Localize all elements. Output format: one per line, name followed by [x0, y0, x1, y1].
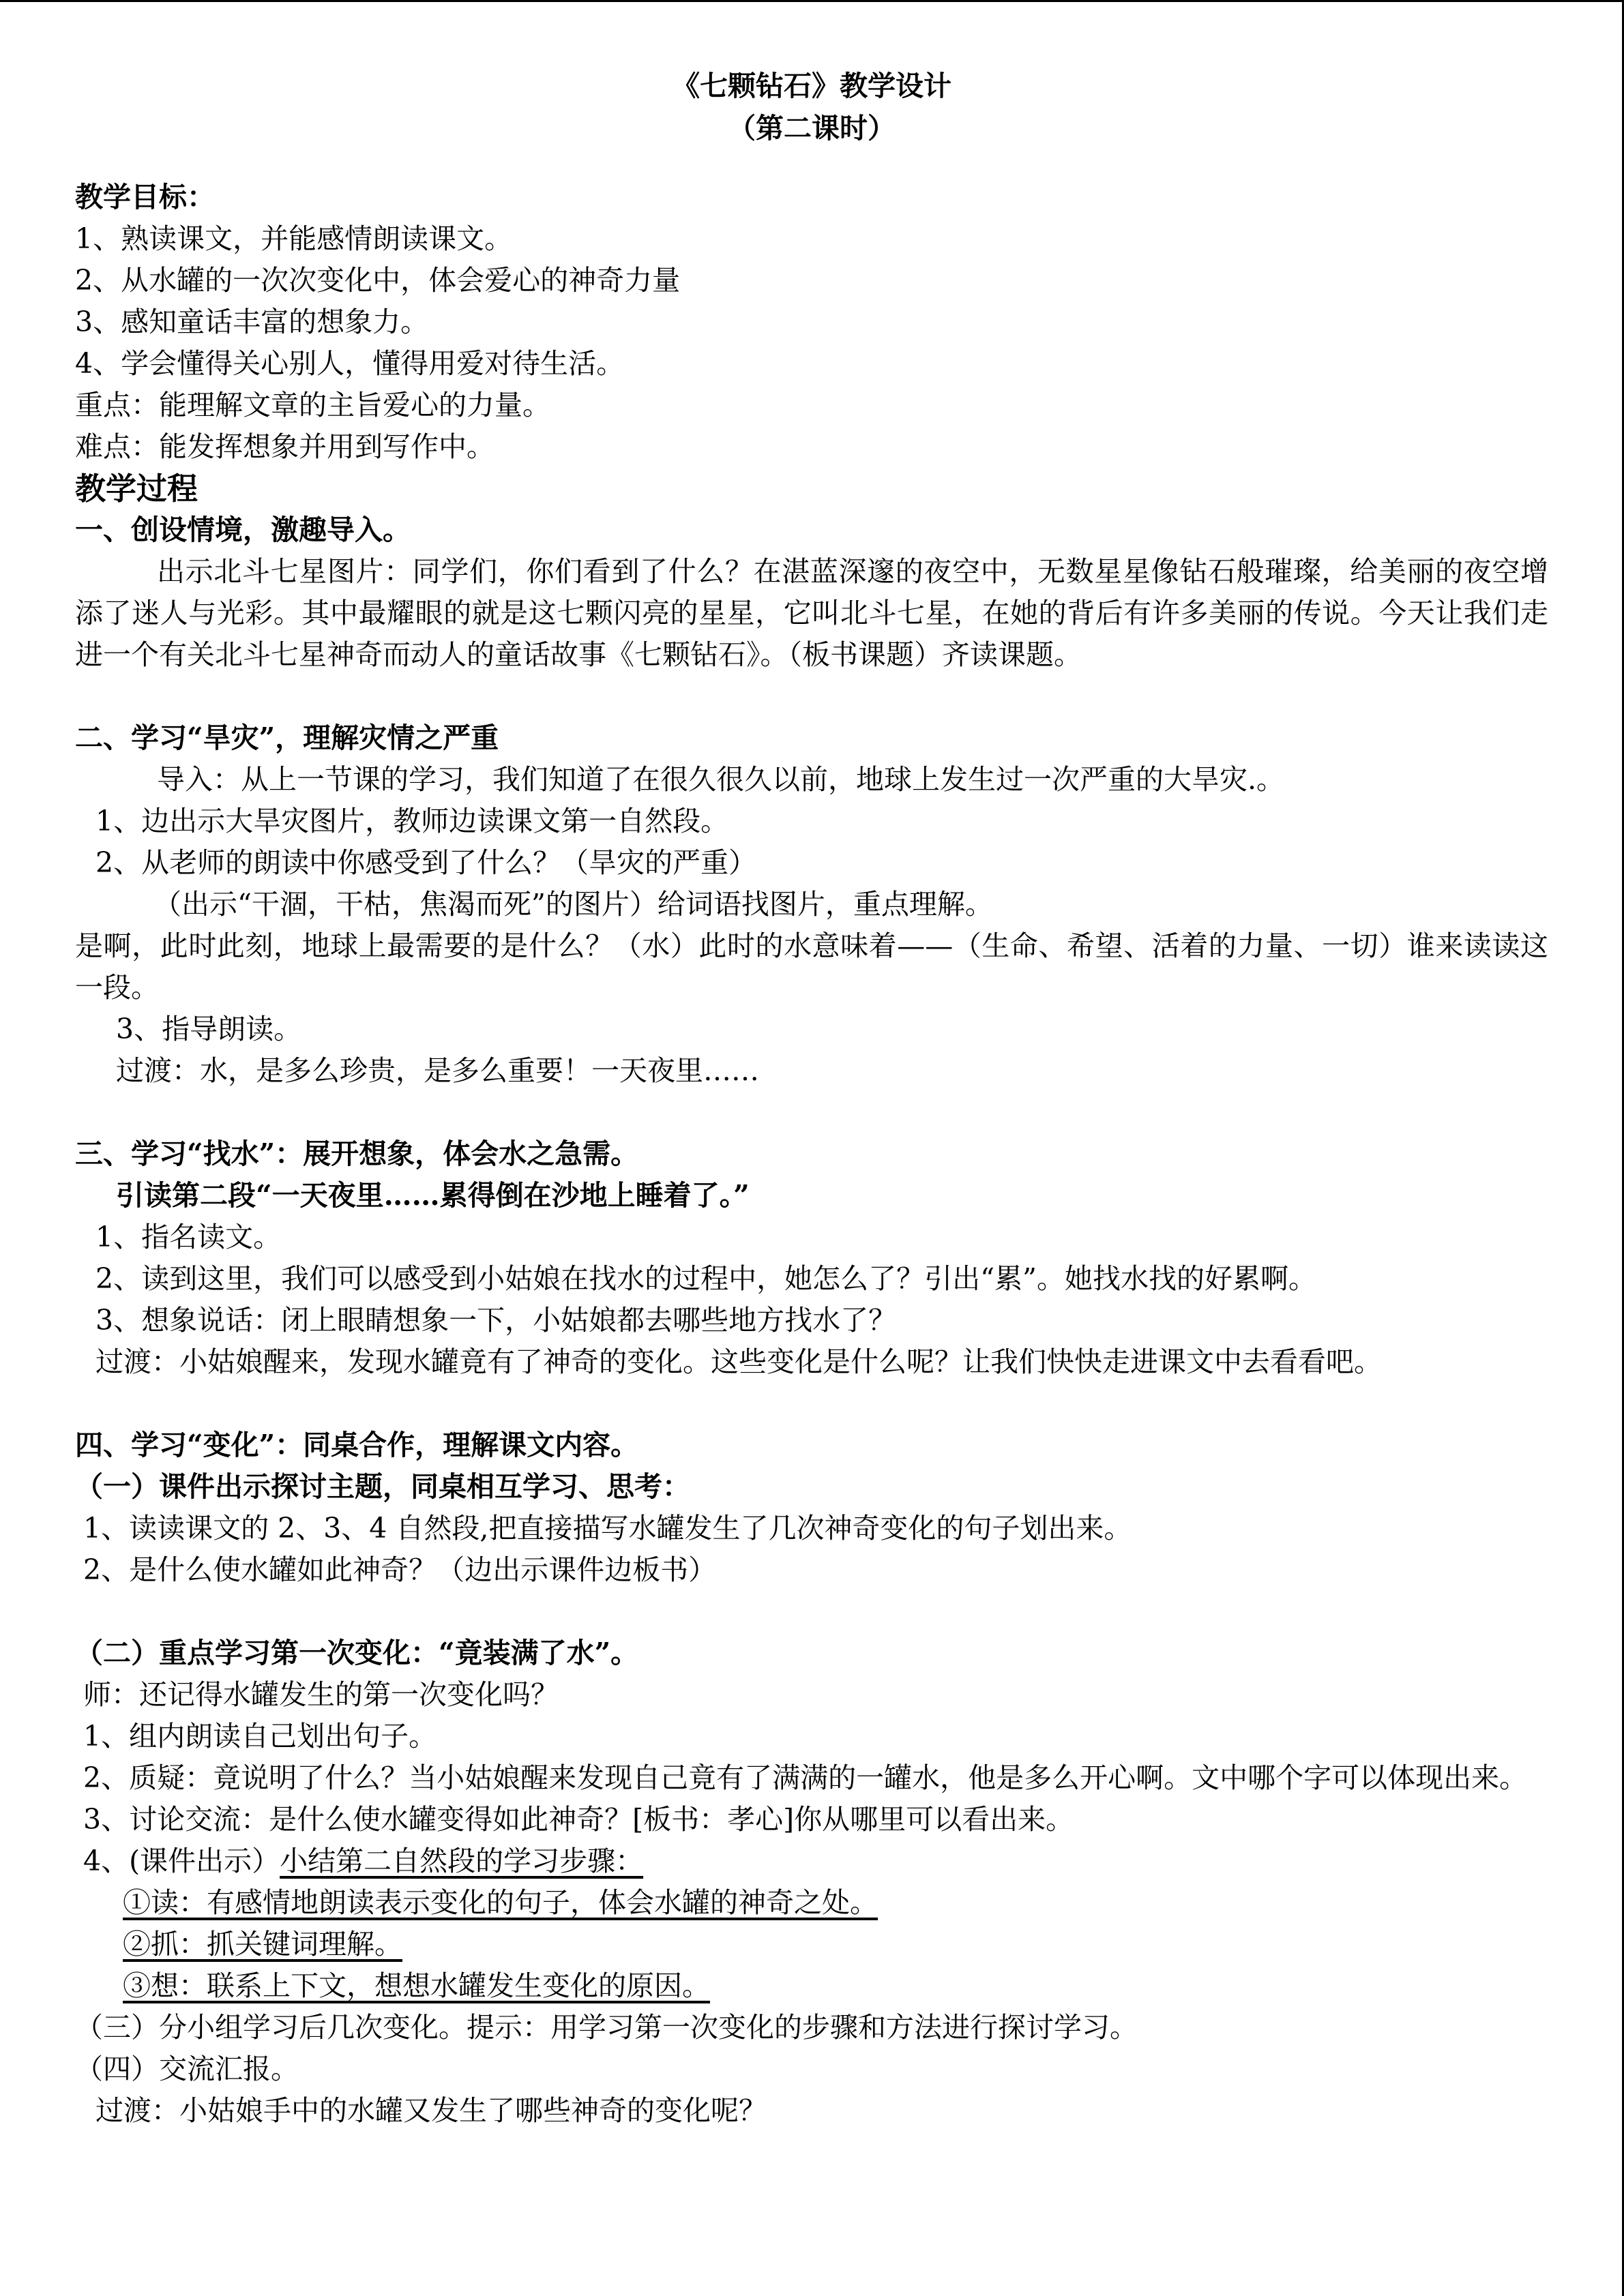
section2-item-3: 3、指导朗读。 [116, 1013, 302, 1045]
section4-heading: 四、学习“变化”：同桌合作，理解课文内容。 [75, 1429, 639, 1461]
section4-sub2-teacher: 师：还记得水罐发生的第一次变化吗？ [83, 1678, 559, 1711]
objective-item-1: 1、熟读课文，并能感情朗读课文。 [75, 222, 513, 255]
spacer [75, 1383, 1548, 1425]
section1-heading: 一、创设情境，激趣导入。 [75, 513, 411, 546]
key-point: 重点：能理解文章的主旨爱心的力量。 [75, 389, 550, 421]
section2-intro: 导入：从上一节课的学习，我们知道了在很久很久以前，地球上发生过一次严重的大旱灾.。 [157, 763, 1285, 796]
document-title: 《七颗钻石》教学设计 [672, 70, 951, 102]
section4-sub2-item-4-prefix: 4、(课件出示） [83, 1845, 280, 1877]
section3-transition: 过渡：小姑娘醒来，发现水罐竟有了神奇的变化。这些变化是什么呢？让我们快快走进课文中去看看吧。 [95, 1345, 1382, 1378]
section4-sub2-item-4-underlined: 小结第二自然段的学习步骤： [280, 1845, 644, 1877]
section4-sub2-item-1: 1、组内朗读自己划出句子。 [83, 1720, 437, 1753]
section4-transition: 过渡：小姑娘手中的水罐又发生了哪些神奇的变化呢？ [95, 2094, 767, 2127]
section4-sub2-item-3: 3、讨论交流：是什么使水罐变得如此神奇？[板书：孝心]你从哪里可以看出来。 [83, 1803, 1074, 1836]
section3-item-2: 2、读到这里，我们可以感受到小姑娘在找水的过程中，她怎么了？引出“累”。她找水找的好累啊。 [95, 1262, 1317, 1295]
learning-step-think [75, 1965, 1548, 2007]
section4-sub4: （四）交流汇报。 [75, 2053, 299, 2085]
section4-sub1-item-2: 2、是什么使水罐如此神奇？（边出示课件边板书） [83, 1553, 717, 1586]
learning-step-think-text: ③想：联系上下文，想想水罐发生变化的原因。 [123, 1969, 710, 2002]
section2-heading: 二、学习“旱灾”，理解灾情之严重 [75, 721, 499, 754]
section4-sub2-item-2: 2、质疑：竟说明了什么？当小姑娘醒来发现自己竟有了满满的一罐水，他是多么开心啊。文中哪个字可以体现出来。 [83, 1761, 1528, 1794]
learning-step-grasp-text: ②抓：抓关键词理解。 [123, 1928, 402, 1960]
spacer [75, 676, 1548, 717]
section2-transition: 过渡：水，是多么珍贵，是多么重要！一天夜里…… [116, 1054, 759, 1087]
section1-paragraph: 出示北斗七星图片：同学们，你们看到了什么？在湛蓝深邃的夜空中，无数星星像钻石般璀璨，给美丽的夜空增添了迷人与光彩。其中最耀眼的就是这七颗闪亮的星星，它叫北斗七星，在她的背后有许多美丽的传说。今天让我们走进一个有关北斗七星神奇而动人的童话故事《七颗钻石》。（板书课题）齐读课题。 [75, 555, 1548, 671]
objective-item-3: 3、感知童话丰富的想象力。 [75, 305, 429, 338]
section4-sub3: （三）分小组学习后几次变化。提示：用学习第一次变化的步骤和方法进行探讨学习。 [75, 2011, 1138, 2044]
objective-item-4: 4、学会懂得关心别人，懂得用爱对待生活。 [75, 347, 625, 380]
section4-sub2-heading: （二）重点学习第一次变化：“竟装满了水”。 [75, 1637, 639, 1669]
difficulty-point: 难点：能发挥想象并用到写作中。 [75, 430, 494, 463]
section3-item-3: 3、想象说话：闭上眼睛想象一下，小姑娘都去哪些地方找水了？ [95, 1304, 897, 1337]
learning-step-read [75, 1882, 1548, 1924]
section3-item-1: 1、指名读文。 [95, 1221, 282, 1253]
objective-item-2: 2、从水罐的一次次变化中，体会爱心的神奇力量 [75, 264, 681, 297]
section4-sub2-item-4 [75, 1840, 1548, 1882]
section3-heading: 三、学习“找水”：展开想象，体会水之急需。 [75, 1137, 639, 1170]
document-subtitle: （第二课时） [728, 112, 896, 145]
section4-sub1-item-1: 1、读读课文的 2、3、4 自然段,把直接描写水罐发生了几次神奇变化的句子划出来。 [83, 1512, 1132, 1545]
section2-item-2: 2、从老师的朗读中你感受到了什么？（旱灾的严重） [95, 846, 757, 879]
section2-item-1: 1、边出示大旱灾图片，教师边读课文第一自然段。 [95, 805, 729, 837]
spacer [75, 1591, 1548, 1632]
objectives-heading: 教学目标： [75, 181, 215, 213]
process-heading: 教学过程 [75, 471, 198, 507]
section2-paragraph: 是啊，此时此刻，地球上最需要的是什么？（水）此时的水意味着——（生命、希望、活着的力量、一切）谁来读读这一段。 [75, 929, 1548, 1004]
section4-sub1-heading: （一）课件出示探讨主题，同桌相互学习、思考： [75, 1470, 690, 1503]
learning-step-read-text: ①读：有感情地朗读表示变化的句子，体会水罐的神奇之处。 [123, 1886, 878, 1919]
document-content [75, 65, 1548, 2132]
section3-lead: 引读第二段“一天夜里……累得倒在沙地上睡着了。” [116, 1179, 750, 1212]
learning-step-grasp [75, 1924, 1548, 1965]
spacer [75, 1092, 1548, 1133]
spacer [75, 149, 1548, 177]
section2-item-2-sub: （出示“干涸，干枯，焦渴而死”的图片）给词语找图片，重点理解。 [153, 888, 993, 921]
